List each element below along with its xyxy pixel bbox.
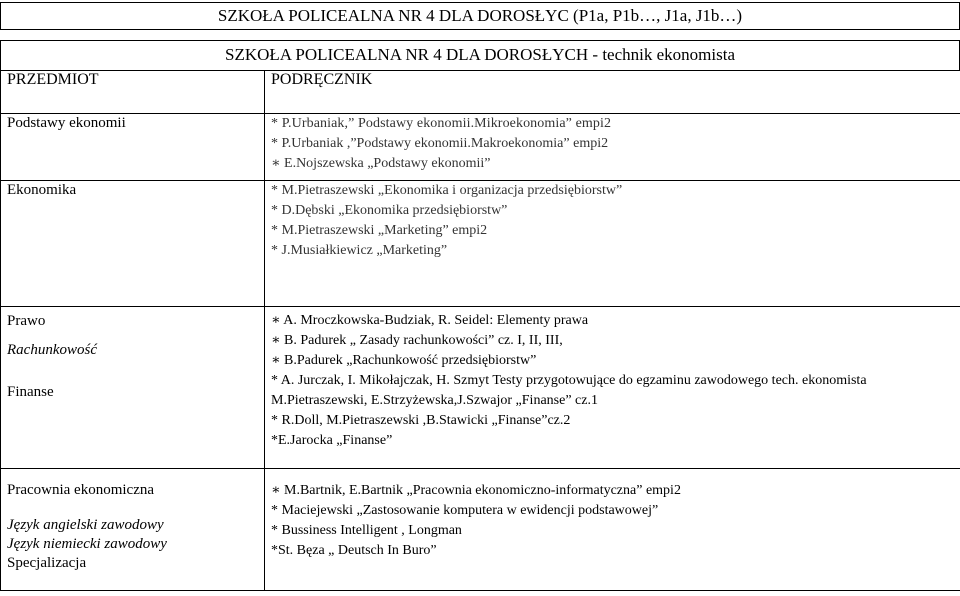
- subject-cell: [1, 469, 265, 591]
- table-row: [1, 307, 960, 469]
- textbook-entry: *E.Jarocka „Finanse”: [271, 433, 393, 448]
- textbook-entry: * Maciejewski „Zastosowanie komputera w ewidencji podstawowej”: [271, 503, 659, 518]
- document-title: SZKOŁA POLICEALNA NR 4 DLA DOROSŁYC (P1a, P1b…, J1a, J1b…): [0, 2, 960, 30]
- table-row: [1, 181, 960, 307]
- textbook-cell: [265, 114, 960, 181]
- subject-cell: [1, 307, 265, 469]
- textbook-cell: [265, 307, 960, 469]
- subject-cell: [1, 114, 265, 181]
- subject-name: Podstawy ekonomii: [7, 115, 126, 131]
- subject-name: Pracownia ekonomiczna: [7, 482, 155, 498]
- textbook-entry: * P.Urbaniak ,”Podstawy ekonomii.Makroekonomia” empi2: [271, 136, 609, 151]
- textbook-cell: [265, 469, 960, 591]
- document-subtitle: SZKOŁA POLICEALNA NR 4 DLA DOROSŁYCH - technik ekonomista: [0, 40, 960, 70]
- textbook-entry: ∗ A. Mroczkowska-Budziak, R. Seidel: Elementy prawa: [271, 313, 589, 328]
- textbook-entry: ∗ B.Padurek „Rachunkowość przedsiębiorstw”: [271, 353, 537, 368]
- textbook-entry: *St. Bęza „ Deutsch In Buro”: [271, 543, 437, 558]
- textbook-table: [0, 70, 960, 591]
- textbook-entry: * M.Pietraszewski „Ekonomika i organizacja przedsiębiorstw”: [271, 183, 623, 198]
- textbook-entry: * A. Jurczak, I. Mikołajczak, H. Szmyt Testy przygotowujące do egzaminu zawodowego tech. ekonomista: [271, 373, 867, 388]
- subject-cell: [1, 181, 265, 307]
- textbook-entry: * P.Urbaniak,” Podstawy ekonomii.Mikroekonomia” empi2: [271, 116, 612, 131]
- subject-name: Finanse: [7, 384, 54, 400]
- subject-name: Prawo: [7, 313, 46, 329]
- textbook-entry: ∗ B. Padurek „ Zasady rachunkowości” cz. I, II, III,: [271, 333, 563, 348]
- textbook-entry: ∗ E.Nojszewska „Podstawy ekonomii”: [271, 156, 491, 171]
- column-header-textbook: PODRĘCZNIK: [265, 71, 960, 114]
- subject-name: Język angielski zawodowy: [7, 517, 164, 533]
- table-row: [1, 469, 960, 591]
- subject-name: Język niemiecki zawodowy: [7, 536, 167, 552]
- textbook-entry: * M.Pietraszewski „Marketing” empi2: [271, 223, 488, 238]
- textbook-entry: M.Pietraszewski, E.Strzyżewska,J.Szwajor „Finanse” cz.1: [271, 393, 598, 408]
- textbook-entry: * Bussiness Intelligent , Longman: [271, 523, 462, 538]
- table-header-row: [1, 71, 960, 114]
- textbook-entry: ∗ M.Bartnik, E.Bartnik „Pracownia ekonomiczno-informatyczna” empi2: [271, 483, 681, 498]
- table-row: [1, 114, 960, 181]
- subject-name: Ekonomika: [7, 182, 77, 198]
- textbook-entry: * J.Musiałkiewicz „Marketing”: [271, 243, 448, 258]
- subject-name: Specjalizacja: [7, 555, 87, 571]
- textbook-entry: * D.Dębski „Ekonomika przedsiębiorstw”: [271, 203, 508, 218]
- textbook-cell: [265, 181, 960, 307]
- subject-name: Rachunkowość: [7, 342, 97, 358]
- column-header-subject: PRZEDMIOT: [1, 71, 265, 114]
- textbook-entry: * R.Doll, M.Pietraszewski ,B.Stawicki „Finanse”cz.2: [271, 413, 571, 428]
